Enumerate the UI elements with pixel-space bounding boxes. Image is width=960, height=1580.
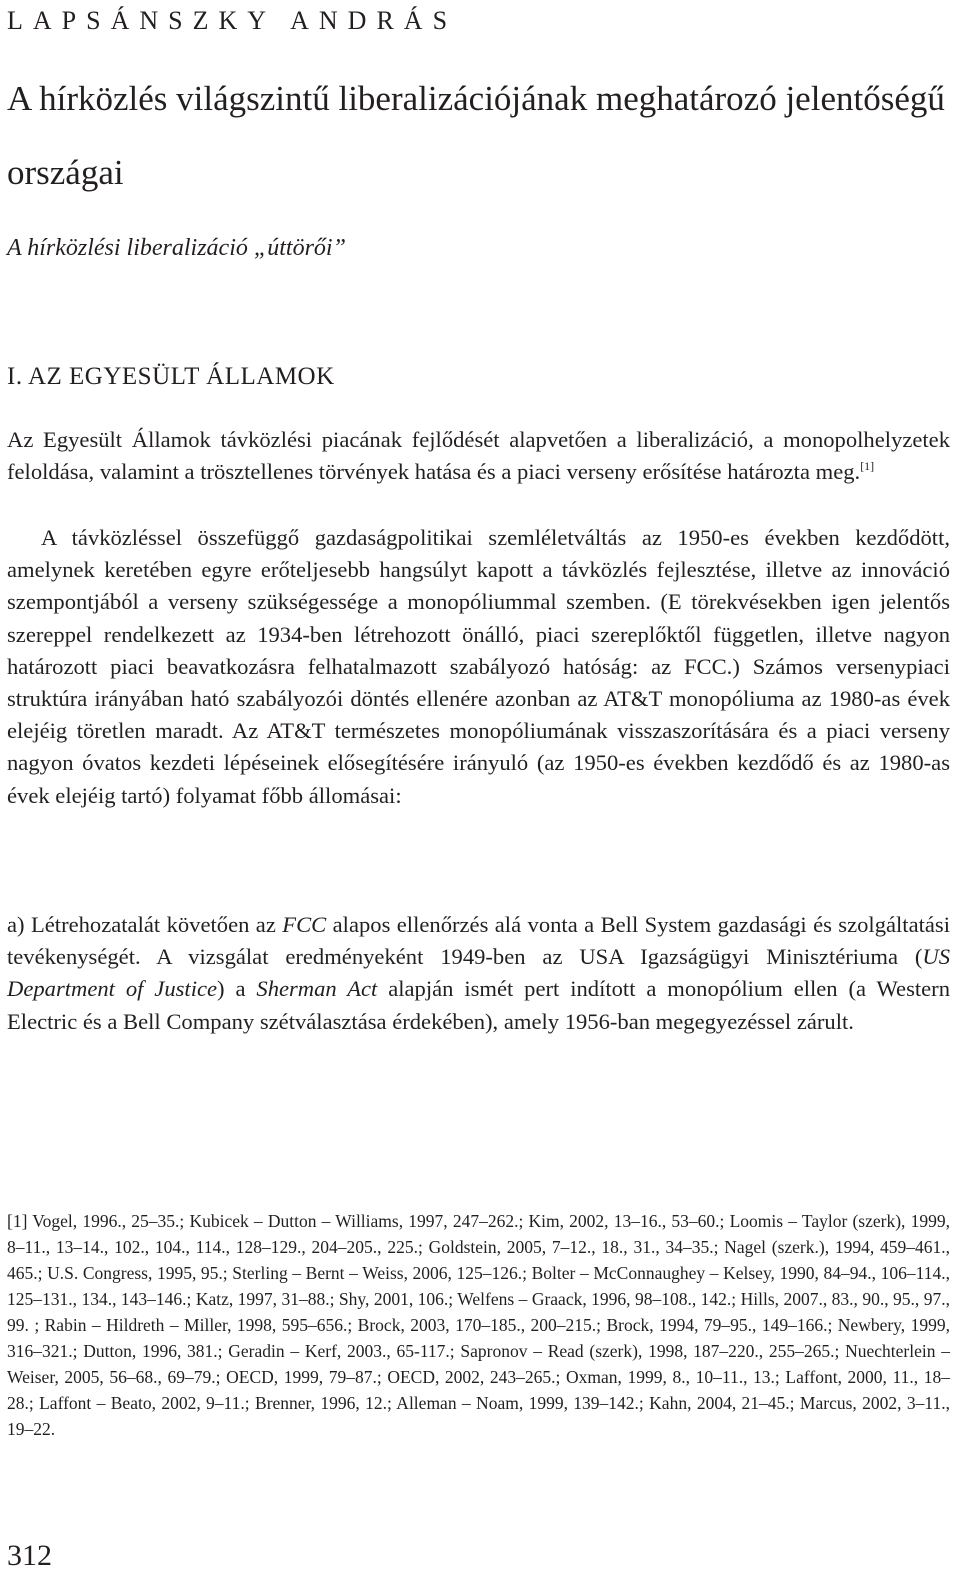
article-title: A hírközlés világszintű liberalizációjának meghatározó jelentőségű országai xyxy=(7,79,945,192)
footnote-1: [1] Vogel, 1996., 25–35.; Kubicek – Dutton – Williams, 1997, 247–262.; Kim, 2002, 13–16., 53–60.; Loomis – Taylor (szerk), 1999, 8–11., 13–14., 102., 104., 114., 128–129., 204–205., 225.; Goldstein, 2005, 7–12., 18., 31., 34–35.; Nagel (szerk.), 1994, 459–461., 465.; U.S. Congress, 1995, 95.; Sterling – Bernt – Weiss, 2006, 125–126.; Bolter – McConnaughey – Kelsey, 1990, 84–94., 106–114., 125–131., 134., 143–146.; Katz, 1997, 31–88.; Shy, 2001, 106.; Welfens – Graack, 1996, 98–108., 142.; Hills, 2007., 83., 90., 95., 97., 99. ; Rabin – Hildreth – Miller, 1998, 595–656.; Brock, 2003, 170–185., 200–215.; Brock, 1994, 79–95., 149–166.; Newbery, 1999, 316–321.; Dutton, 1996, 381.; Geradin – Kerf, 2003., 65-117.; Sapronov – Read (szerk), 1998, 187–220., 255–265.; Nuechterlein – Weiser, 2005, 56–68., 69–79.; OECD, 1999, 79–87.; OECD, 2002, 243–265.; Oxman, 1999, 8., 10–11., 13.; Laffont, 2000, 11., 18–28.; Laffont – Beato, 2002, 9–11.; Brenner, 1996, 12.; Alleman – Noam, 1999, 139–142.; Kahn, 2004, 21–45.; Marcus, 2002, 3–11., 19–22. xyxy=(7,1211,950,1439)
intro-text: Az Egyesült Államok távközlési piacának fejlődését alapvetően a liberalizáció, a monopolhelyzetek feloldása, valamint a trösztellenes törvények hatása és a piaci verseny erősítése határozta meg. xyxy=(7,427,950,485)
section-heading: I. AZ EGYESÜLT ÁLLAMOK xyxy=(7,363,335,390)
list-item-a xyxy=(7,909,950,1038)
page-number: 312 xyxy=(7,1539,52,1572)
item-a-text-2: alapos ellenőrzés alá vonta a Bell System gazdasági és szolgáltatási tevékenységét. A vizsgálat eredményeként 1949-ben az USA Igazságügyi Minisztériuma ( xyxy=(7,912,950,970)
item-a-doj: US Department of Justice xyxy=(7,944,950,1002)
item-a-text-3: ) a xyxy=(217,976,257,1002)
item-a-sherman-act: Sherman Act xyxy=(256,976,378,1002)
item-a-text-1: a) Létrehozatalát követően az xyxy=(7,912,283,937)
main-paragraph: A távközléssel összefüggő gazdaságpolitikai szemléletváltás az 1950-es években kezdődött, amelynek keretében egyre erőteljesebb hangsúlyt kapott a távközlés fejlesztése, illetve az innováció szempontjából a verseny szükségessége a monopóliummal szemben. (E törekvésekben igen jelentős szereppel rendelkezett az 1934-ben létrehozott önálló, piaci szereplőktől független, illetve nagyon határozott piaci beavatkozásra felhatalmazott szabályozó hatóság: az FCC.) Számos versenypiaci struktúra irányában ható szabályozói döntés ellenére azonban az AT&T monopóliuma az 1980-as évek elejéig töretlen maradt. Az AT&T természetes monopóliumának visszaszorítására és a piaci verseny nagyon óvatos kezdeti lépéseinek elősegítésére irányuló (az 1950-es években kezdődő és az 1980-as évek elejéig tartó) folyamat főbb állomásai: xyxy=(7,525,950,808)
footnote-reference[interactable]: [1] xyxy=(860,459,875,474)
item-a-text-4: alapján ismét pert indított a monopólium ellen (a Western Electric és a Bell Company szétválasztása érdekében), amely 1956-ban megegyezéssel zárult. xyxy=(7,976,950,1034)
running-header-author: LAPSÁNSZKY ANDRÁS xyxy=(7,6,458,35)
intro-paragraph xyxy=(7,424,950,488)
article-subtitle: A hírközlési liberalizáció „úttörői” xyxy=(7,235,346,261)
document-page xyxy=(7,0,950,1580)
item-a-fcc: FCC xyxy=(282,912,327,937)
